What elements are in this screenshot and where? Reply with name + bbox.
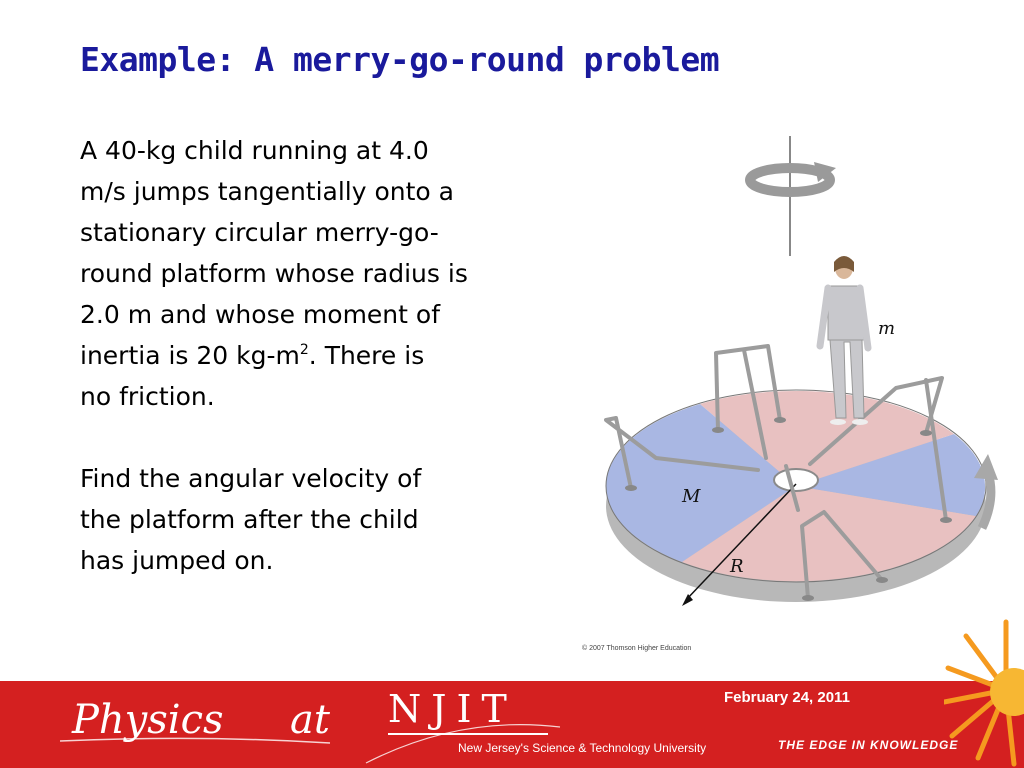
- text-line: Find the angular velocity of: [80, 464, 422, 493]
- text-segment: . There is: [308, 341, 425, 370]
- sun-icon: [944, 618, 1024, 768]
- problem-text: [80, 130, 580, 581]
- text-line: [80, 335, 580, 376]
- njit-subtitle: New Jersey's Science & Technology University: [458, 741, 707, 755]
- radius-arrowhead: [682, 594, 693, 606]
- njit-underline: [388, 733, 548, 735]
- label-R: R: [730, 556, 744, 577]
- logo-at: at: [290, 697, 330, 743]
- merry-go-round-figure: [596, 128, 1000, 658]
- text-line: m/s jumps tangentially onto a: [80, 177, 454, 206]
- text-segment: inertia is 20 kg-m: [80, 341, 300, 370]
- slide-date: February 24, 2011: [724, 689, 850, 706]
- text-line: stationary circular merry-go-: [80, 218, 439, 247]
- problem-question: [80, 458, 580, 581]
- problem-statement: [80, 130, 580, 417]
- label-m: m: [878, 318, 896, 339]
- slide-title: Example: A merry-go-round problem: [80, 40, 720, 79]
- text-line: A 40-kg child running at 4.0: [80, 136, 429, 165]
- text-line: no friction.: [80, 382, 215, 411]
- text-line: has jumped on.: [80, 546, 274, 575]
- rotation-direction-icon: [750, 162, 836, 192]
- tagline: THE EDGE IN KNOWLEDGE: [778, 738, 959, 752]
- text-line: the platform after the child: [80, 505, 419, 534]
- text-line: 2.0 m and whose moment of: [80, 300, 440, 329]
- merry-go-round-illustration: [596, 128, 1000, 658]
- label-M: M: [682, 486, 701, 507]
- superscript: 2: [299, 342, 309, 358]
- njit-logo: NJIT: [388, 687, 517, 731]
- figure-copyright: © 2007 Thomson Higher Education: [582, 645, 692, 652]
- footer-band: [0, 681, 1024, 768]
- physics-logo: Physics: [72, 697, 224, 743]
- text-line: round platform whose radius is: [80, 259, 468, 288]
- center-hub: [774, 469, 818, 491]
